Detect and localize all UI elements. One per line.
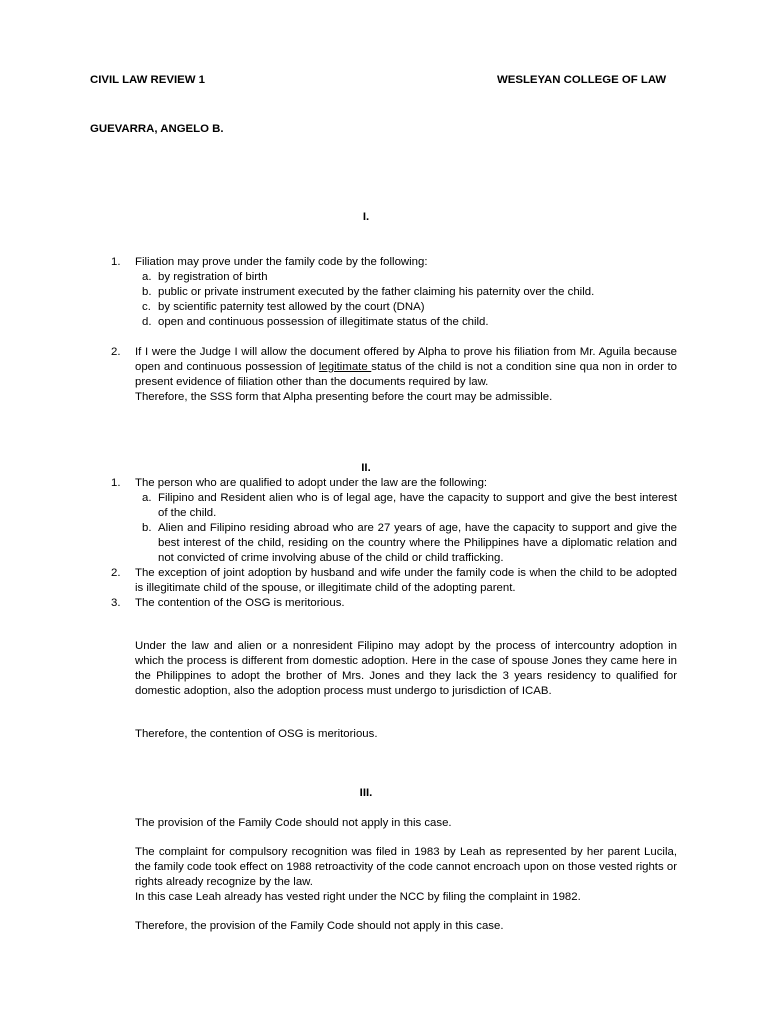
body-paragraph: The provision of the Family Code should not apply in this case.	[135, 817, 452, 829]
section-ii-list	[111, 476, 677, 611]
school-name: WESLEYAN COLLEGE OF LAW	[497, 74, 667, 86]
body-paragraph: The complaint for compulsory recognition was filed in 1983 by Leah as represented by her parent Lucila, the family code took effect on 1988 retroactivity of the code cannot encroach upon on those vested rights or rights already recognize by the law.	[135, 846, 677, 888]
item-text: Filiation may prove under the family code by the following:	[135, 256, 428, 268]
section-heading-i: I.	[362, 211, 370, 223]
section-heading-iii: III.	[359, 787, 373, 799]
sub-item-text: Alien and Filipino residing abroad who are 27 years of age, have the capacity to support and give the best interest of the child, residing on the country where the Philippines have a diplomatic relation and not convicted of crime involving abuse of the child or child trafficking.	[158, 522, 677, 564]
item-number: 3.	[111, 597, 121, 609]
sub-item-text: open and continuous possession of illegitimate status of the child.	[158, 316, 489, 328]
item-text: The exception of joint adoption by husband and wife under the family code is when the child to be adopted is illegitimate child of the spouse, or illegitimate child of the adopting parent.	[135, 567, 677, 594]
conclusion: Therefore, the SSS form that Alpha presenting before the court may be admissible.	[135, 391, 553, 403]
sub-letter: b.	[142, 286, 152, 298]
item-number: 1.	[111, 256, 121, 268]
section-i-item-1	[111, 255, 677, 330]
sub-item-text: by scientific paternity test allowed by the court (DNA)	[158, 301, 425, 313]
item-text: The person who are qualified to adopt under the law are the following:	[135, 477, 488, 489]
sub-letter: c.	[142, 301, 151, 313]
sub-letter: d.	[142, 316, 152, 328]
section-iii-intro	[135, 816, 677, 831]
text-segment: If I were the Judge I will allow the document offered by Alpha to prove his filiation from Mr. Aguila because open and continuous possession of	[135, 346, 677, 373]
sub-item-text: by registration of birth	[158, 271, 268, 283]
sub-item-text: Filipino and Resident alien who is of legal age, have the capacity to support and give the best interest of the child.	[158, 492, 677, 519]
body-paragraph: In this case Leah already has vested right under the NCC by filing the complaint in 1982.	[135, 891, 581, 903]
underlined-word: legitimate	[318, 361, 372, 373]
sub-letter: b.	[142, 522, 152, 534]
section-iii-conclusion	[135, 919, 677, 934]
section-i-item-2	[111, 345, 678, 405]
sub-letter: a.	[142, 271, 152, 283]
item-text: The contention of the OSG is meritorious.	[135, 597, 345, 609]
item-number: 2.	[111, 346, 121, 358]
item-text	[135, 345, 677, 390]
body-paragraph: Under the law and alien or a nonresident Filipino may adopt by the process of intercountry adoption in which the process is different from domestic adoption. Here in the case of spouse Jones they came here in the Philippines to adopt the brother of Mrs. Jones and they lack the 3 years residency to qualified for domestic adoption, also the adoption process must undergo to jurisdiction of ICAB.	[135, 640, 677, 697]
section-ii-conclusion	[135, 727, 677, 742]
item-number: 2.	[111, 567, 121, 579]
conclusion: Therefore, the contention of OSG is meritorious.	[135, 728, 378, 740]
conclusion: Therefore, the provision of the Family Code should not apply in this case.	[135, 920, 504, 932]
text-segment: status of the child is not a condition sine qua non in order to present evidence of filiation other than the documents required by law.	[135, 361, 678, 388]
section-iii-paragraph	[135, 845, 677, 905]
section-heading-ii: II.	[361, 462, 371, 474]
section-ii-paragraph	[135, 639, 677, 699]
sub-letter: a.	[142, 492, 152, 504]
student-name: GUEVARRA, ANGELO B.	[90, 123, 224, 135]
sub-item-text: public or private instrument executed by the father claiming his paternity over the child.	[158, 286, 595, 298]
item-number: 1.	[111, 477, 121, 489]
course-title: CIVIL LAW REVIEW 1	[90, 74, 205, 86]
